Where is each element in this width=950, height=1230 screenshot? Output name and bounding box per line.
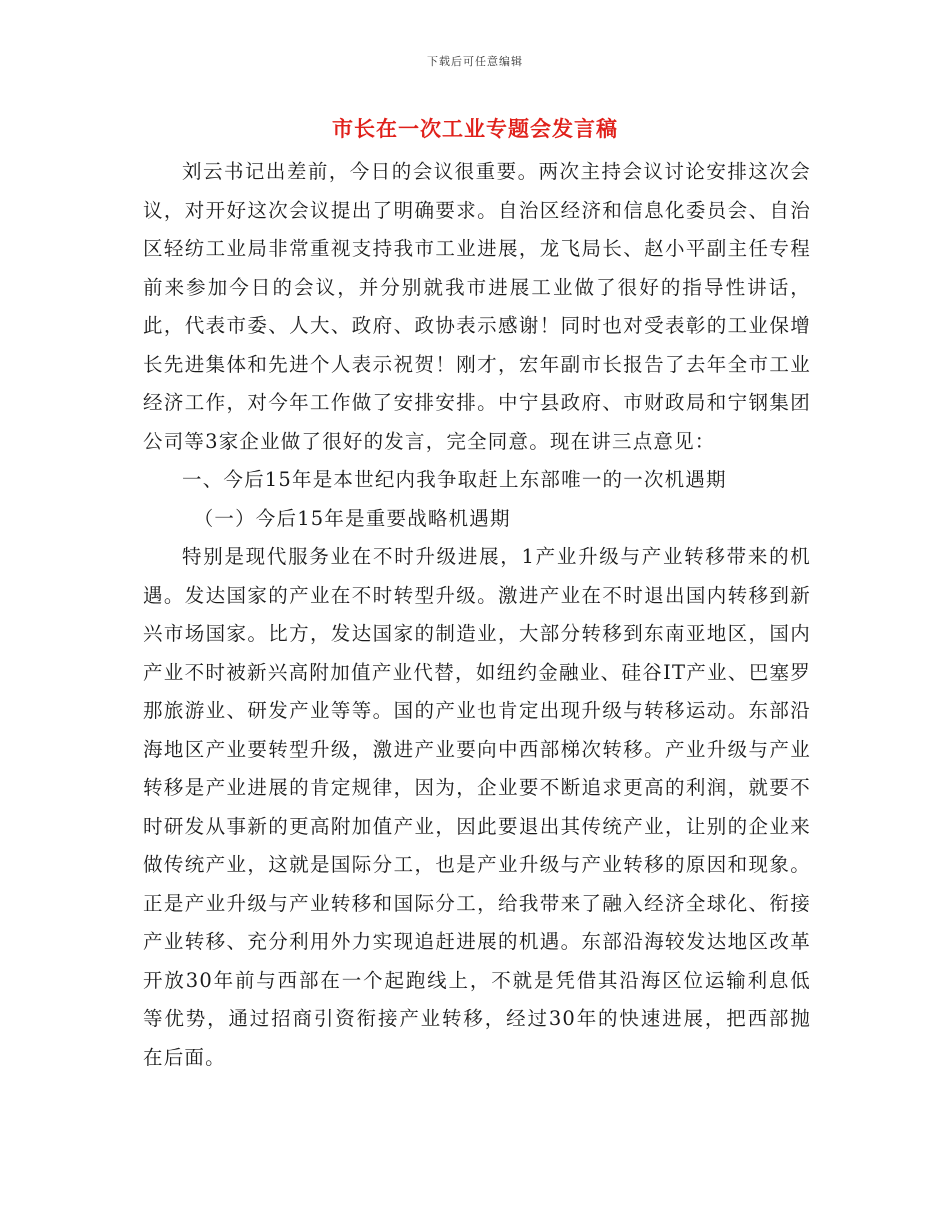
- document-body: [143, 153, 811, 1077]
- paragraph-body: 特别是现代服务业在不时升级进展，1产业升级与产业转移带来的机遇。发达国家的产业在不时转型升级。激进产业在不时退出国内转移到新兴市场国家。比方，发达国家的制造业，大部分转移到东南亚地区，国内产业不时被新兴高附加值产业代替，如纽约金融业、硅谷IT产业、巴塞罗那旅游业、研发产业等等。国的产业也肯定出现升级与转移运动。东部沿海地区产业要转型升级，激进产业要向中西部梯次转移。产业升级与产业转移是产业进展的肯定规律，因为，企业要不断追求更高的利润，就要不时研发从事新的更高附加值产业，因此要退出其传统产业，让别的企业来做传统产业，这就是国际分工，也是产业升级与产业转移的原因和现象。正是产业升级与产业转移和国际分工，给我带来了融入经济全球化、衔接产业转移、充分利用外力实现追赶进展的机遇。东部沿海较发达地区改革开放30年前与西部在一个起跑线上，不就是凭借其沿海区位运输利息低等优势，通过招商引资衔接产业转移，经过30年的快速进展，把西部抛在后面。: [143, 545, 811, 1069]
- subsection-heading: （一）今后15年是重要战略机遇期: [193, 506, 511, 530]
- page-header: 下载后可任意编辑: [427, 55, 523, 68]
- paragraph-intro: 刘云书记出差前，今日的会议很重要。两次主持会议讨论安排这次会议，对开好这次会议提出了明确要求。自治区经济和信息化委员会、自治区轻纺工业局非常重视支持我市工业进展，龙飞局长、赵小平副主任专程前来参加今日的会议，并分别就我市进展工业做了很好的指导性讲话，此，代表市委、人大、政府、政协表示感谢！同时也对受表彰的工业保增长先进集体和先进个人表示祝贺！刚才，宏年副市长报告了去年全市工业经济工作，对今年工作做了安排安排。中宁县政府、市财政局和宁钢集团公司等3家企业做了很好的发言，完全同意。现在讲三点意见：: [143, 160, 811, 453]
- section-heading: 一、今后15年是本世纪内我争取赶上东部唯一的一次机遇期: [182, 468, 727, 491]
- document-title: 市长在一次工业专题会发言稿: [332, 117, 618, 141]
